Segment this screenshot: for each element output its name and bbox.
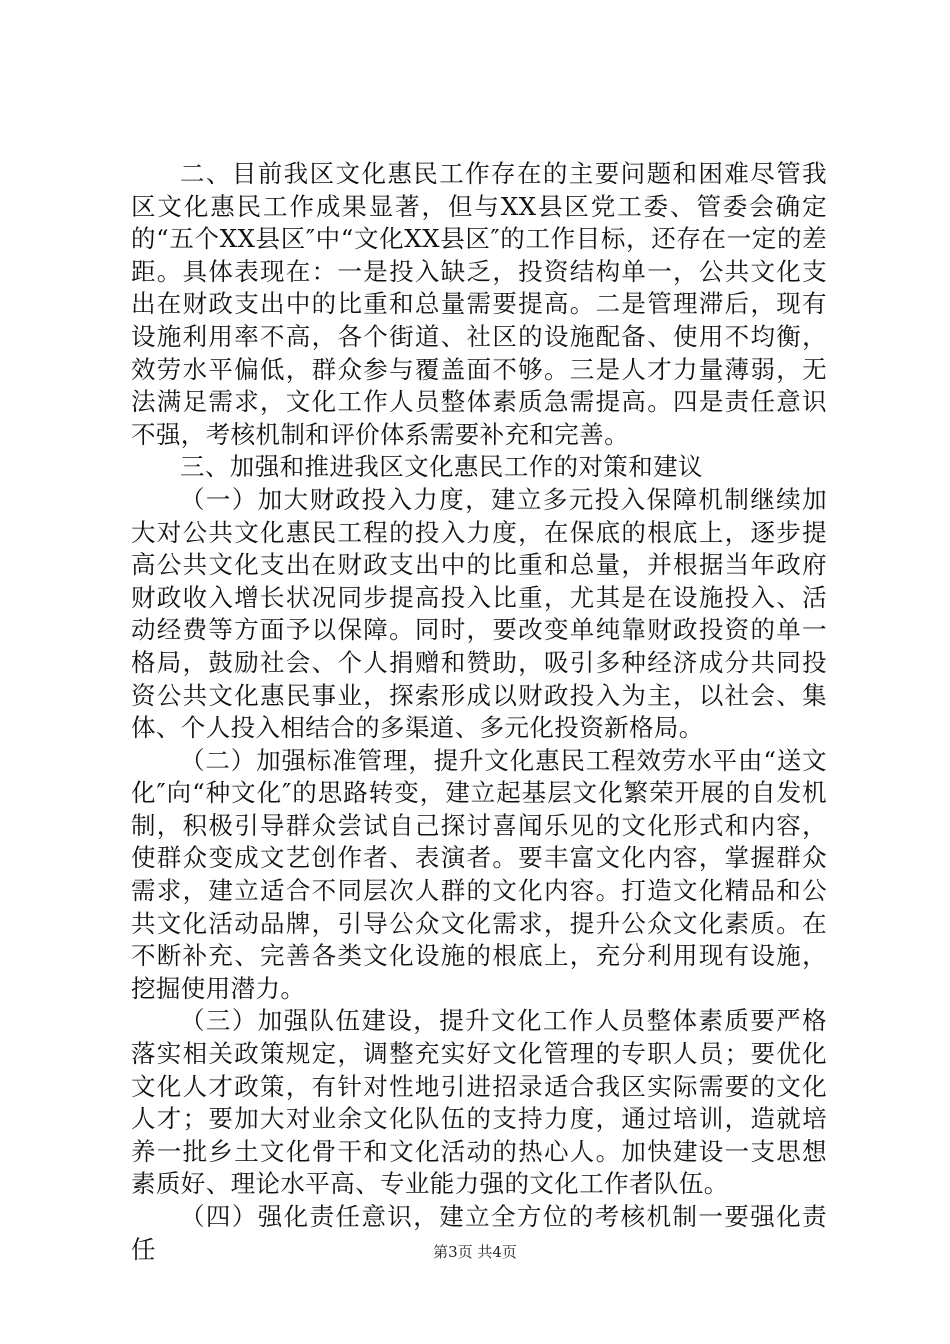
paragraph-finance-investment: （一）加大财政投入力度，建立多元投入保障机制继续加大对公共文化惠民工程的投入力度，在保底的根底上，逐步提高公共文化支出在财政支出中的比重和总量，并根据当年政府财政收入增长状况同步提高投入比重，尤其是在设施投入、活动经费等方面予以保障。同时，要改变单纯靠财政投资的单一格局，鼓励社会、个人捐赠和赞助，吸引多种经济成分共同投资公共文化惠民事业，探索形成以财政投入为主，以社会、集体、个人投入相结合的多渠道、多元化投资新格局。	[131, 484, 827, 743]
section-heading-countermeasures: 三、加强和推进我区文化惠民工作的对策和建议	[180, 452, 703, 482]
paragraph-team-building: （三）加强队伍建设，提升文化工作人员整体素质要严格落实相关政策规定，调整充实好文化管理的专职人员；要优化文化人才政策，有针对性地引进招录适合我区实际需要的文化人才；要加大对业余文化队伍的支持力度，通过培训，造就培养一批乡土文化骨干和文化活动的热心人。加快建设一支思想素质好、理论水平高、专业能力强的文化工作者队伍。	[131, 1006, 827, 1199]
page-number-footer: 第3页 共4页	[433, 1243, 517, 1261]
paragraph-standard-management: （二）加强标准管理，提升文化惠民工程效劳水平由“送文化″向“种文化″的思路转变，建立起基层文化繁荣开展的自发机制，积极引导群众尝试自己探讨喜闻乐见的文化形式和内容，使群众变成文艺创作者、表演者。要丰富文化内容，掌握群众需求，建立适合不同层次人群的文化内容。打造文化精品和公共文化活动品牌，引导公众文化需求，提升公众文化素质。在不断补充、完善各类文化设施的根底上，充分利用现有设施，挖掘使用潜力。	[131, 745, 827, 1003]
paragraph-problems: 二、目前我区文化惠民工作存在的主要问题和困难尽管我区文化惠民工作成果显著，但与XX县区党工委、管委会确定的“五个XX县区″中“文化XX县区″的工作目标，还存在一定的差距。具体表现在：一是投入缺乏，投资结构单一，公共文化支出在财政支出中的比重和总量需要提高。二是管理滞后，现有设施利用率不高，各个街道、社区的设施配备、使用不均衡，效劳水平偏低，群众参与覆盖面不够。三是人才力量薄弱，无法满足需求，文化工作人员整体素质急需提高。四是责任意识不强，考核机制和评价体系需要补充和完善。	[131, 159, 827, 449]
document-body	[131, 158, 827, 1266]
paragraph-responsibility: （四）强化责任意识，建立全方位的考核机制一要强化责任	[131, 1202, 827, 1264]
